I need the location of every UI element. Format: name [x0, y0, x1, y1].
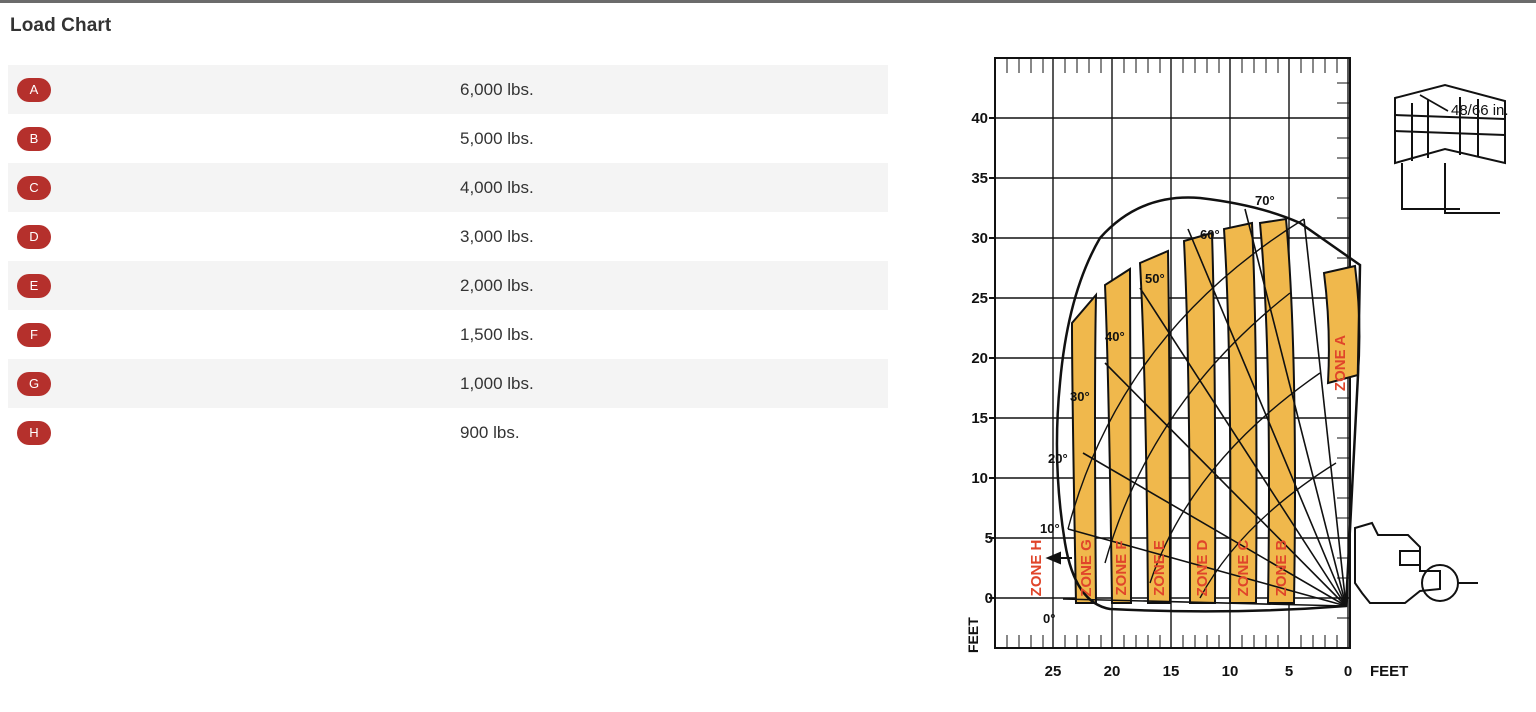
svg-text:10: 10	[971, 470, 988, 487]
page-title: Load Chart	[10, 15, 112, 36]
angle-label-30: 30°	[1070, 389, 1090, 404]
zone-label-d: ZONE D	[1194, 539, 1211, 597]
table-row	[8, 212, 888, 261]
svg-text:5: 5	[1284, 663, 1294, 680]
zone-capacity: 6,000 lbs.	[460, 79, 534, 99]
load-chart-diagram	[900, 23, 1530, 693]
x-axis-labels	[1045, 663, 1353, 680]
zone-capacity: 3,000 lbs.	[460, 226, 534, 246]
svg-text:15: 15	[1162, 663, 1180, 680]
angle-label-70: 70°	[1255, 193, 1275, 208]
status-badge: C	[17, 176, 51, 200]
table-row	[8, 359, 888, 408]
svg-text:20: 20	[1103, 663, 1121, 680]
svg-text:40: 40	[971, 110, 988, 127]
svg-text:0: 0	[984, 590, 993, 607]
svg-text:10: 10	[1221, 663, 1239, 680]
table-row	[8, 408, 888, 457]
zone-capacity: 1,000 lbs.	[460, 373, 534, 393]
svg-text:5: 5	[984, 530, 993, 547]
zone-label-e: ZONE E	[1151, 540, 1168, 596]
status-badge: D	[17, 225, 51, 249]
svg-text:25: 25	[971, 290, 988, 307]
status-badge: H	[17, 421, 51, 445]
fork-note-leader	[1420, 95, 1448, 111]
status-badge: E	[17, 274, 51, 298]
zone-label-b: ZONE B	[1273, 539, 1290, 597]
zone-capacity: 4,000 lbs.	[460, 177, 534, 197]
zone-label-f: ZONE F	[1113, 540, 1130, 596]
svg-text:35: 35	[971, 170, 988, 187]
fork-size-note: 48/66 in.	[1451, 102, 1509, 119]
svg-text:20: 20	[971, 350, 988, 367]
table-row	[8, 163, 888, 212]
zone-label-h: ZONE H	[1028, 539, 1045, 597]
svg-text:25: 25	[1044, 663, 1062, 680]
zone-capacity: 5,000 lbs.	[460, 128, 534, 148]
angle-label-10: 10°	[1040, 521, 1060, 536]
load-chart-page	[0, 3, 1536, 712]
zone-label-c: ZONE C	[1235, 539, 1252, 597]
angle-label-40: 40°	[1105, 329, 1125, 344]
zone-capacity: 2,000 lbs.	[460, 275, 534, 295]
svg-text:15: 15	[971, 410, 988, 427]
zone-capacity-table	[8, 65, 888, 457]
table-row	[8, 114, 888, 163]
angle-label-60: 60°	[1200, 227, 1220, 242]
zone-capacity: 1,500 lbs.	[460, 324, 534, 344]
zone-capacity: 900 lbs.	[460, 422, 520, 442]
svg-text:30: 30	[971, 230, 988, 247]
machine-silhouette	[1355, 523, 1478, 603]
status-badge: B	[17, 127, 51, 151]
table-row	[8, 261, 888, 310]
status-badge: A	[17, 78, 51, 102]
zone-label-g: ZONE G	[1078, 539, 1095, 597]
table-row	[8, 65, 888, 114]
status-badge: F	[17, 323, 51, 347]
angle-label-50: 50°	[1145, 271, 1165, 286]
table-row	[8, 310, 888, 359]
x-axis-unit: FEET	[1370, 663, 1409, 680]
chart-grid	[995, 58, 1350, 648]
svg-text:0: 0	[1343, 663, 1353, 680]
status-badge: G	[17, 372, 51, 396]
angle-label-0: 0°	[1043, 611, 1056, 626]
y-axis-unit: FEET	[965, 617, 981, 653]
angle-label-20: 20°	[1048, 451, 1068, 466]
zone-label-a: ZONE A	[1332, 334, 1349, 392]
